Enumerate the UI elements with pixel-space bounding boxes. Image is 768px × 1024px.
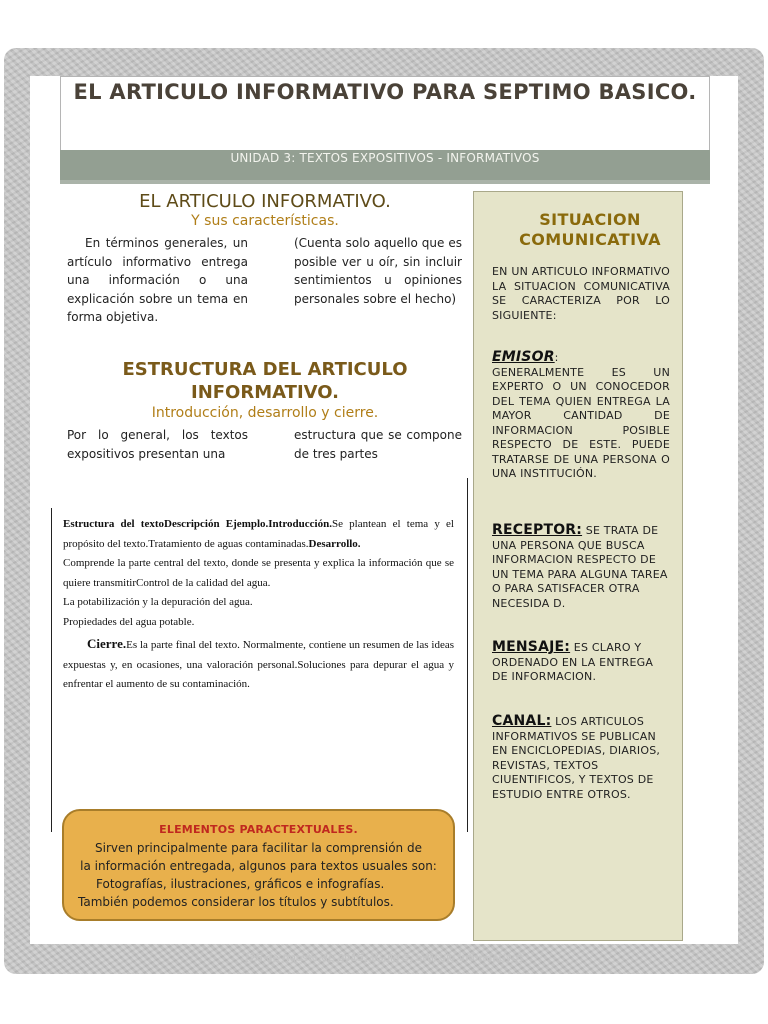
section-subheading-partes: Introducción, desarrollo y cierre.: [151, 405, 379, 421]
development-line-2: La potabilización y la depuración del agua.: [63, 596, 253, 608]
structure-row-development: [63, 554, 454, 593]
structure-row-intro: [63, 515, 454, 554]
subtitle-bar-shadow: [60, 180, 710, 184]
structure-table: [63, 515, 454, 695]
section-heading-estructura: ESTRUCTURA DEL ARTICULO INFORMATIVO.: [122, 359, 408, 403]
section-heading-articulo: EL ARTICULO INFORMATIVO.: [139, 191, 391, 212]
canal-text: LOS ARTICULOS INFORMATIVOS SE PUBLICAN EN ENCICLOPEDIAS, DIARIOS, REVISTAS, TEXTOS CIUENTIFICOS, Y TEXTOS DE ESTUDIO ENTRE OTROS.: [492, 715, 661, 801]
structure-intro-right: estructura que se compone de tres partes: [294, 428, 462, 461]
mensaje-text: ES CLARO Y ORDENADO EN LA ENTREGA DE INFORMACION.: [492, 641, 654, 683]
mensaje-label: MENSAJE:: [492, 639, 571, 655]
sidebar-title: SITUACION COMUNICATIVA: [519, 210, 661, 249]
development-text: Comprende la parte central del texto, donde se presenta y explica la información que se quiere transmitirControl de la calidad del agua.: [63, 557, 454, 589]
definition-text-right: (Cuenta solo aquello que es posible ver u oír, sin incluir sentimientos u opiniones personales sobre el hecho): [294, 236, 462, 306]
callout-title: ELEMENTOS PARACTEXTUALES.: [159, 823, 358, 836]
intro-text: Se plantean el tema y el propósito del texto.Tratamiento de aguas contaminadas.: [63, 518, 454, 550]
callout-line-2: la información entregada, algunos para textos usuales son:: [80, 859, 437, 873]
close-label: Cierre.: [87, 636, 127, 651]
emisor-label: EMISOR: [492, 349, 555, 365]
subtitle-bar: [60, 150, 710, 180]
page-title: EL ARTICULO INFORMATIVO PARA SEPTIMO BASICO.: [73, 80, 697, 104]
sidebar-emisor: [492, 350, 670, 482]
receptor-text: SE TRATA DE UNA PERSONA QUE BUSCA INFORMACION RESPECTO DE UN TEMA PARA ALGUNA TAREA O PARA SATISFACER OTRA NECESIDA D.: [492, 524, 668, 610]
structure-intro-left: Por lo general, los textos expositivos presentan una: [67, 428, 248, 461]
definition-text-left: En términos generales, un artículo informativo entrega una información o una explicación sobre un tema en forma objetiva.: [67, 236, 248, 324]
development-label: Desarrollo.: [308, 537, 361, 550]
receptor-label: RECEPTOR:: [492, 522, 583, 538]
section-subheading-caracteristicas: Y sus características.: [191, 213, 339, 229]
callout-line-3: Fotografías, ilustraciones, gráficos e infografías.: [96, 877, 385, 891]
structure-row-close: [63, 634, 454, 695]
table-border-right: [467, 478, 468, 832]
emisor-colon: :: [554, 351, 559, 364]
sidebar-mensaje: [492, 640, 670, 685]
development-line-3: Propiedades del agua potable.: [63, 615, 195, 628]
sidebar-intro: EN UN ARTICULO INFORMATIVO LA SITUACION COMUNICATIVA SE CARACTERIZA POR LO SIGUIENTE:: [492, 265, 670, 322]
close-text: Es la parte final del texto. Normalmente, contiene un resumen de las ideas expuestas y, en ocasiones, una valoración personal.Soluciones para depurar el agua y enfrentar el aumento de su contaminación.: [63, 639, 454, 690]
emisor-text: GENERALMENTE ES UN EXPERTO O UN CONOCEDOR DEL TEMA QUIEN ENTREGA LA MAYOR CANTIDAD DE INFORMACION POSIBLE RESPECTO DE ESTE. PUEDE TRATARSE DE UNA PERSONA O UNA INSTITUCIÓN.: [492, 365, 670, 480]
table-border-left: [51, 508, 52, 832]
table-headers: Estructura del textoDescripción Ejemplo.: [63, 518, 269, 530]
callout-line-1: Sirven principalmente para facilitar la comprensión de: [95, 841, 422, 855]
paratextual-callout: [62, 809, 455, 921]
sidebar-receptor: [492, 523, 670, 611]
page-footer: [26 de Agosto de 2015] [Guía 3, articulo informativo]: [245, 953, 523, 964]
callout-line-4: También podemos considerar los títulos y subtítulos.: [78, 895, 394, 909]
page-subtitle: UNIDAD 3: TEXTOS EXPOSITIVOS - INFORMATIVOS: [230, 151, 540, 165]
canal-label: CANAL:: [492, 713, 552, 729]
sidebar-canal: [492, 714, 670, 802]
intro-label: Introducción.: [268, 518, 332, 530]
